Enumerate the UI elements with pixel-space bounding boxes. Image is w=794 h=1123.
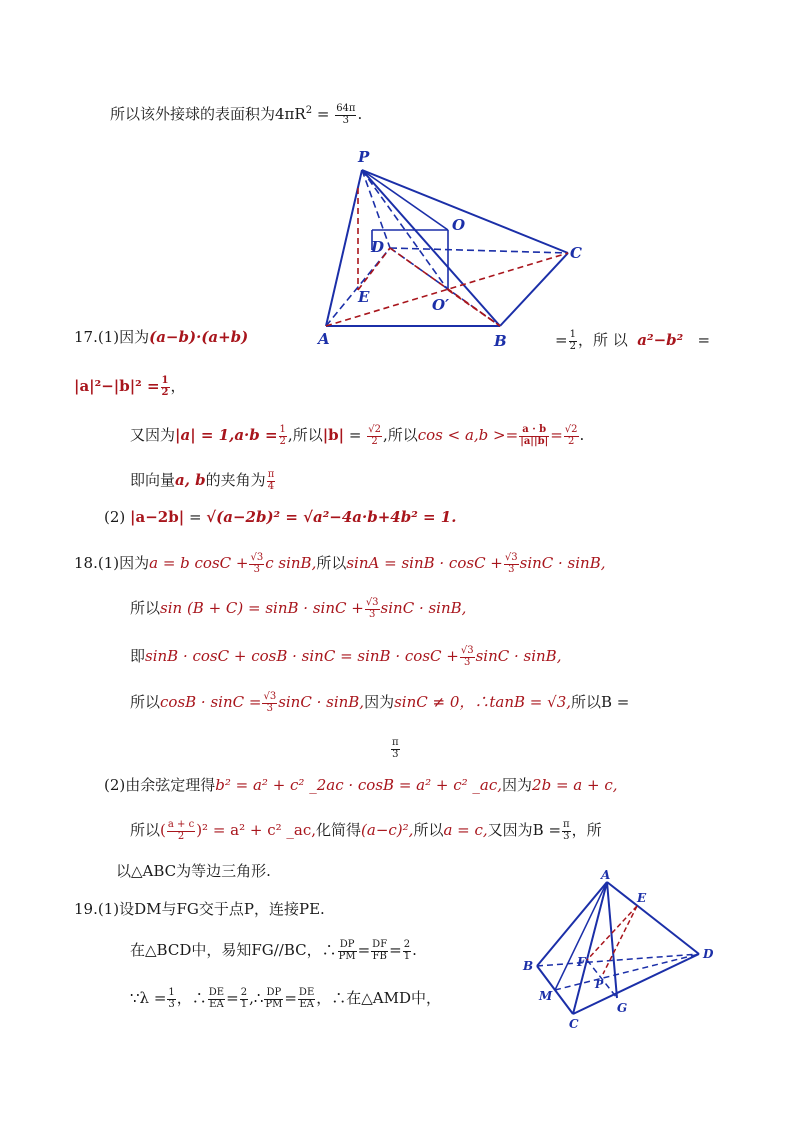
label-E: E <box>358 288 370 306</box>
label-O: O <box>452 216 466 234</box>
q19-line1: 19.(1)设DM与FG交于点P，连接PE. <box>74 900 325 918</box>
label-E: E <box>637 891 647 905</box>
label-B: B <box>494 332 507 350</box>
label-P: P <box>358 148 370 166</box>
label-C: C <box>570 244 582 262</box>
fraction: $\frac{64\pi}{3}$ <box>336 103 356 126</box>
label-D: D <box>371 238 385 256</box>
q18-line4: 所以cosB · sinC = $\frac{√3}{3}$ sinC · sinB,因为sinC ≠ 0，∴tanB = √3,所以B = <box>130 691 630 714</box>
label-G: G <box>617 1001 628 1015</box>
label-C: C <box>569 1017 579 1031</box>
q19-line2: 在△BCD中，易知FG//BC，∴ $\frac{DP}{PM}$ = $\frac{DF}{FB}$ = $\frac{2}{1}$ . <box>130 939 417 962</box>
label-A: A <box>318 330 330 348</box>
q17-line1-right: = $\frac{1}{2}$ ，所 以 a²−b² = <box>555 329 711 352</box>
q19-line3: ∵λ = $\frac{1}{3}$ ，∴ $\frac{DE}{EA}$ = $\frac{2}{1}$ ,∴ $\frac{DP}{PM}$ = $\frac{DE}{EA}$ ，∴在△AMD中， <box>130 987 442 1010</box>
q17-line1: 17.(1)因为(a−b)·(a+b) <box>74 328 249 346</box>
q18-line8: 以△ABC为等边三角形. <box>116 862 271 880</box>
q18-line3: 即sinB · cosC + cosB · sinC = sinB · cosC + $\frac{√3}{3}$ sinC · sinB, <box>130 645 562 668</box>
q17-line2: |a|²−|b|² = $\frac{1}{2}$ ， <box>74 375 186 398</box>
label-O-prime: O′ <box>432 296 450 314</box>
q18-line1: 18.(1)因为a = b cosC + $\frac{√3}{3}$ c sinB,所以sinA = sinB · cosC + $\frac{√3}{3}$ sinC · sinB, <box>74 552 606 575</box>
label-D: D <box>703 947 714 961</box>
label-F: F <box>577 955 586 969</box>
q18-line5: $\frac{\pi}{3}$ <box>392 737 399 760</box>
label-B: B <box>523 959 534 973</box>
q17-line4: 即向量a, b的夹角为 $\frac{\pi}{4}$ <box>130 469 275 492</box>
label-P: P <box>595 978 604 991</box>
label-M: M <box>539 989 553 1003</box>
q18-line7: 所以( $\frac{a + c}{2}$ )² = a² + c² _ac,化简得(a−c)²,所以a = c,又因为B = $\frac{\pi}{3}$ ，所 <box>130 819 602 842</box>
label-A: A <box>601 868 611 882</box>
q17-line5: (2) |a−2b| = √(a−2b)² = √a²−4a·b+4b² = 1. <box>104 508 457 526</box>
pyramid-figure <box>300 140 600 350</box>
q18-line2: 所以sin (B + C) = sinB · sinC + $\frac{√3}{3}$ sinC · sinB, <box>130 597 467 620</box>
q17-line3: 又因为|a| = 1,a·b = $\frac{1}{2}$ ,所以|b| = $\frac{√2}{2}$ ,所以cos < a,b >= $\frac{a \cdot b}{|a||b|}$ = $\frac{√2}{2}$ . <box>130 424 585 447</box>
q18-line6: (2)由余弦定理得b² = a² + c² _2ac · cosB = a² + c² _ac,因为2b = a + c, <box>104 776 618 794</box>
tetrahedron-figure <box>515 866 725 1031</box>
line-sphere-area: 所以该外接球的表面积为$4\pi R^2$ = $\frac{64\pi}{3}$ . <box>110 103 363 126</box>
